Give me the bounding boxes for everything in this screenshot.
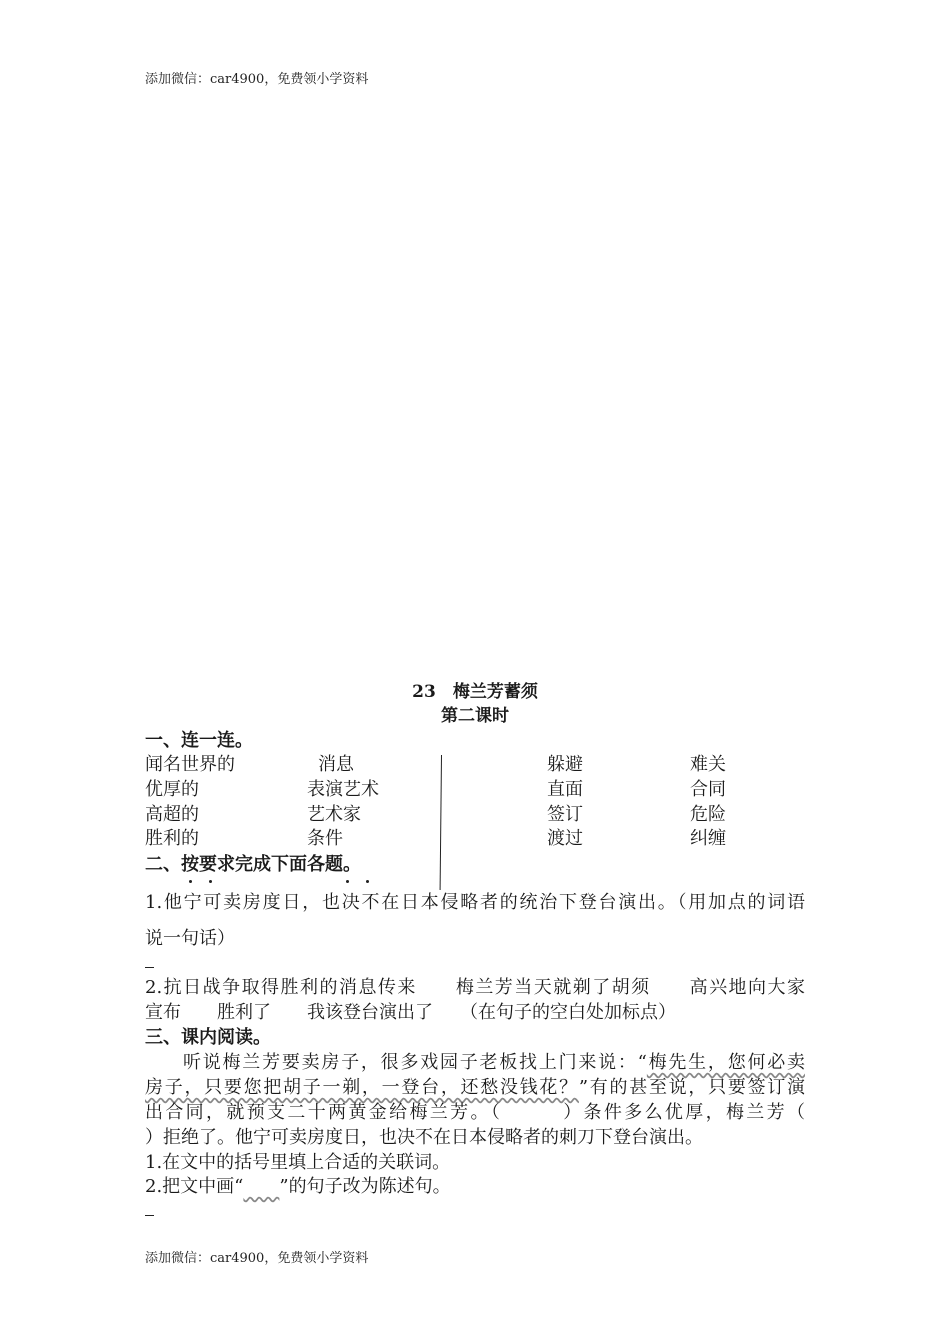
reading-line-1 (183, 1048, 805, 1074)
match-item: 闻名世界的 (145, 754, 235, 775)
match-item: 签订 (547, 804, 583, 825)
page-header: 添加微信：car4900，免费领小学资料 (145, 72, 369, 87)
match-item: 纠缠 (690, 828, 726, 849)
reading-text: ”有的甚至说，只要签订演 (578, 1077, 806, 1098)
match-item: 消息 (318, 754, 354, 775)
wavy-underlined-text: 房子，只要您把胡子一剃，一登台，还愁没钱花？ (145, 1077, 579, 1098)
match-item: 难关 (690, 754, 726, 775)
lesson-subtitle: 第二课时 (441, 706, 509, 726)
match-item: 胜利的 (145, 828, 199, 849)
section3-heading: 三、课内阅读。 (145, 1027, 271, 1048)
reading-line-3: 出合同，就预支二十两黄金给梅兰芳。（ ）条件多么优厚，梅兰芳（ (145, 1102, 805, 1123)
q2-1-text: 1.他宁可卖房度日，也决不在日本侵略者的统治下登台演出。（用加点的词语 (145, 892, 805, 913)
divider-line (440, 755, 442, 890)
match-item: 艺术家 (307, 804, 361, 825)
emphasis-dot (209, 880, 212, 883)
section2-heading: 二、按要求完成下面各题。 (145, 854, 361, 875)
page-footer: 添加微信：car4900，免费领小学资料 (145, 1251, 369, 1266)
q2-2-text: 2.抗日战争取得胜利的消息传来 梅兰芳当天就剃了胡须 高兴地向大家 (145, 977, 805, 998)
reading-line-4: ）拒绝了。他宁可卖房度日，也决不在日本侵略者的刺刀下登台演出。 (145, 1127, 703, 1148)
emphasis-dot (346, 880, 349, 883)
wavy-mark (243, 1176, 279, 1197)
q3-2-text-b: ”的句子改为陈述句。 (279, 1176, 451, 1197)
lesson-title: 23 梅兰芳蓄须 (412, 682, 538, 702)
section1-heading: 一、连一连。 (145, 730, 253, 751)
q2-1-text-cont: 说一句话） (145, 928, 235, 949)
reading-text: 听说梅兰芳要卖房子，很多戏园子老板找上门来说：“ (183, 1052, 647, 1073)
match-item: 危险 (690, 804, 726, 825)
answer-line[interactable] (145, 1215, 154, 1216)
match-item: 优厚的 (145, 779, 199, 800)
match-item: 直面 (547, 779, 583, 800)
match-item: 条件 (307, 828, 343, 849)
match-item: 高超的 (145, 804, 199, 825)
emphasis-dot (189, 880, 192, 883)
match-item: 表演艺术 (307, 779, 379, 800)
wavy-underlined-text: 梅先生，您何必卖 (646, 1052, 805, 1073)
reading-line-2 (145, 1073, 805, 1099)
q3-2-text (145, 1172, 451, 1198)
match-item: 渡过 (547, 828, 583, 849)
q3-1-text: 1.在文中的括号里填上合适的关联词。 (145, 1152, 451, 1173)
answer-line[interactable] (145, 967, 154, 968)
q2-2-text-cont: 宣布 胜利了 我该登台演出了 （在句子的空白处加标点） (145, 1002, 676, 1023)
emphasis-dot (366, 880, 369, 883)
q3-2-text-a: 2.把文中画“ (145, 1176, 244, 1197)
match-item: 合同 (690, 779, 726, 800)
match-item: 躲避 (547, 754, 583, 775)
